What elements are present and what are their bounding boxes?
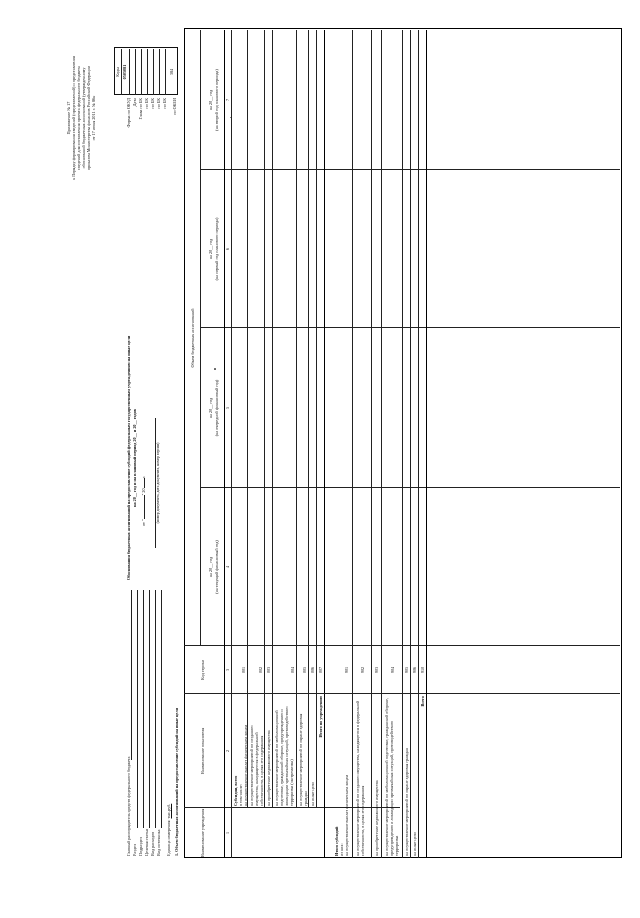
row-3-code: 003 bbox=[266, 666, 271, 674]
totals-row-3-code: 903 bbox=[374, 666, 379, 674]
appendix-title: Приложение № 17 bbox=[66, 101, 71, 135]
code-label-bk-4: по БК bbox=[162, 98, 167, 109]
appendix-line-5: от 17 июня 2011 г. № 86н bbox=[91, 95, 96, 141]
appendix-block bbox=[66, 18, 96, 218]
row-2-line-1: на осуществление мероприятий по созданию bbox=[249, 725, 254, 806]
th-volume: Объем бюджетных ассигнований bbox=[190, 308, 195, 368]
date-suffix: г. bbox=[141, 476, 146, 479]
row-4-line-2: подготовке, гражданской обороне, предупреждению и bbox=[279, 709, 284, 806]
subtotal-code: 007 bbox=[318, 666, 323, 674]
col-number-4: 4 bbox=[225, 565, 230, 569]
code-label-bk-1: по БК bbox=[144, 98, 149, 109]
row-6-code: 006 bbox=[310, 666, 315, 674]
th-indicator: Наименование показателя bbox=[200, 727, 205, 775]
document-title: Обоснования бюджетных ассигнований на предоставление субсидий федеральным государственным учреждениям на иные цели bbox=[126, 335, 131, 581]
th-year-1: на 20__ год bbox=[208, 556, 213, 578]
table-row bbox=[310, 782, 315, 806]
row-1-line-3: на осуществление выплат физическим лицам bbox=[243, 725, 248, 806]
col-number-6: 6 bbox=[225, 247, 230, 251]
appendix-line-4: приказом Министерства финансов Российской Федерации bbox=[86, 65, 91, 171]
totals-sub: из них: bbox=[339, 843, 344, 856]
totals-row-6-text: на иные цели bbox=[412, 832, 417, 856]
meta-label-razdel: Раздел bbox=[132, 844, 137, 856]
date-mid: " 20 bbox=[141, 488, 146, 496]
section1-title: 1. Объем бюджетных ассигнований на предоставление субсидий на иные цели bbox=[174, 708, 179, 856]
codes-okpo-value: 384 bbox=[169, 68, 174, 76]
date-note: (номер документа, дата документа, номер версии) bbox=[156, 442, 160, 524]
totals-row-4-code: 904 bbox=[390, 666, 395, 674]
meta-label-podrazdel: Подраздел bbox=[138, 837, 143, 856]
totals-row-3-text: на приобретение недвижимого имущества bbox=[374, 780, 379, 856]
col-number-2: 2 bbox=[225, 749, 230, 753]
row-5-code: 005 bbox=[302, 666, 307, 674]
totals-block bbox=[334, 775, 349, 856]
appendix-line-2: сведений для составления проекта федерального бюджета bbox=[76, 66, 81, 170]
grand-total-code: 910 bbox=[420, 666, 425, 674]
row-1-line-1: Субсидии, всего bbox=[233, 775, 238, 806]
col-number-7: 7 bbox=[225, 98, 230, 102]
row-4-line-3: ликвидации чрезвычайных ситуаций, противодействию bbox=[284, 706, 289, 806]
subtotal-label: Итого по учреждению bbox=[318, 696, 323, 738]
totals-row-1-text: на осуществление выплат физическим лицам bbox=[344, 775, 349, 856]
codes-form-value: 0505081 bbox=[122, 64, 127, 80]
code-label-glava: Глава по БК bbox=[138, 98, 143, 120]
row-2-line-3: собственности, в целях его содержания bbox=[259, 735, 264, 806]
table-row bbox=[233, 725, 248, 806]
meta-label-vr: Вид расходов bbox=[150, 831, 155, 856]
row-1-line-2: в том числе: bbox=[238, 784, 243, 806]
totals-row-2-line-2: собственности, в целях его содержания bbox=[360, 785, 365, 856]
th-year-4-note: (на второй год планового периода) bbox=[214, 69, 219, 131]
th-year-2: на 20__ год bbox=[208, 397, 213, 419]
totals-row-6-code: 906 bbox=[412, 666, 417, 674]
row-2-line-2: имущества, находящегося в федеральной bbox=[254, 732, 259, 806]
code-label-bk-3: по БК bbox=[156, 98, 161, 109]
col-number-5: 5 bbox=[225, 406, 230, 410]
row-6-line-1: на иные цели bbox=[310, 782, 315, 806]
totals-row-1-code: 901 bbox=[344, 666, 349, 674]
totals-row-4-line-2: предупреждению и ликвидации чрезвычайных ситуаций, противодействию bbox=[389, 721, 394, 856]
units-label: Единица измерения: bbox=[166, 819, 171, 856]
meta-label-vi: Вид источника bbox=[156, 829, 161, 856]
document-date bbox=[141, 386, 146, 526]
th-year-3-note: (на первый год планового периода) bbox=[214, 217, 219, 281]
row-5-line-1: на осуществление мероприятий по охране здоровья bbox=[298, 713, 303, 806]
table-row bbox=[249, 726, 264, 806]
scan-speck bbox=[214, 369, 216, 371]
totals-title: Итого субсидий bbox=[334, 826, 339, 856]
units bbox=[166, 804, 171, 856]
th-row-code: Код строки bbox=[200, 660, 205, 680]
th-year-3: на 20__ год bbox=[208, 238, 213, 260]
row-4-line-4: терроризма (экстремизма) bbox=[289, 759, 294, 806]
totals-row-5-code: 905 bbox=[404, 666, 409, 674]
table-row bbox=[274, 706, 294, 806]
row-1-code: 001 bbox=[241, 666, 246, 674]
th-year-2-note: (на очередной финансовый год) bbox=[214, 379, 219, 437]
row-4-code: 004 bbox=[290, 666, 295, 674]
table-row bbox=[266, 730, 271, 806]
totals-row-2-line-1: на осуществление мероприятий по созданию имущества, находящегося в федеральной bbox=[355, 700, 360, 856]
col-number-1: 1 bbox=[225, 831, 230, 835]
col-number-3: 3 bbox=[225, 668, 230, 672]
list-item bbox=[384, 698, 399, 856]
row-5-line-2: граждан bbox=[303, 791, 308, 806]
units-value: тыс.руб. bbox=[166, 803, 171, 819]
th-institution: Наименование учреждения bbox=[200, 808, 205, 858]
codes-header: Коды bbox=[115, 67, 120, 77]
totals-row-4-line-3: терроризма bbox=[394, 835, 399, 856]
date-prefix: от " bbox=[141, 519, 146, 526]
meta-label-gr: Главный распорядитель средств федерального бюджета bbox=[126, 756, 131, 856]
row-4-line-1: на осуществление мероприятий по мобилизационной bbox=[274, 710, 279, 806]
code-label-bk-2: по БК bbox=[150, 98, 155, 109]
th-year-1-note: (на текущий финансовый год) bbox=[214, 540, 219, 594]
list-item bbox=[355, 701, 365, 856]
table-row bbox=[298, 714, 308, 806]
row-3-line-1: на приобретение недвижимого имущества bbox=[266, 730, 271, 806]
document-subtitle: на 20__ год и на плановый период 20__ и 20__ годов bbox=[132, 409, 137, 507]
meta-label-cs: Целевая статья bbox=[144, 829, 149, 856]
totals-row-5-text: на осуществление мероприятий по охране здоровья граждан bbox=[404, 747, 409, 856]
code-label-date: Дата bbox=[132, 98, 137, 107]
th-year-4: на 20__ год bbox=[208, 89, 213, 111]
appendix-line-1: к Порядку формирования сведений (представлений) и представления bbox=[71, 56, 76, 180]
row-2-code: 002 bbox=[258, 666, 263, 674]
grand-total-label: Всего bbox=[420, 696, 425, 707]
code-label-okud: Форма по ОКУД bbox=[126, 98, 131, 128]
code-label-okei: по ОКЕИ bbox=[172, 98, 177, 115]
totals-row-2-code: 902 bbox=[360, 666, 365, 674]
totals-row-4-line-1: на осуществление мероприятий по мобилизационной подготовке, гражданской обороне, bbox=[384, 698, 389, 856]
appendix-line-3: обоснований бюджетных ассигнований (утвержденному bbox=[81, 67, 86, 169]
